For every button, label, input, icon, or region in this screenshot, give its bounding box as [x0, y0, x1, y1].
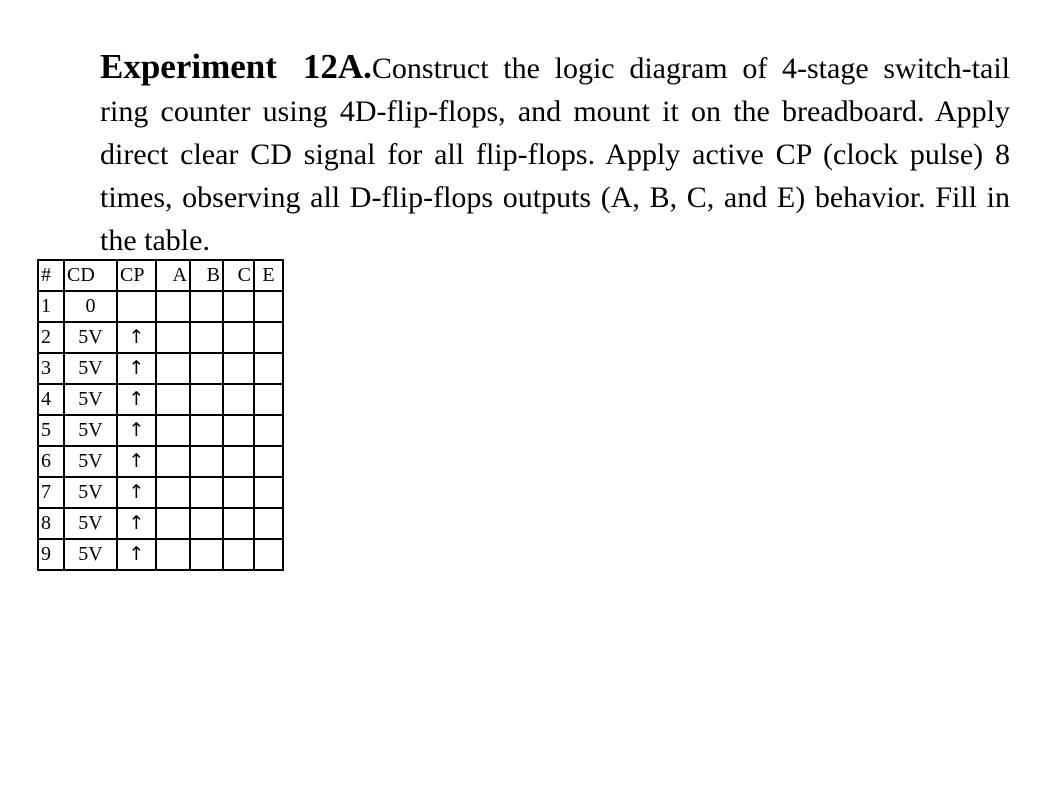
cp-cell: ↑	[117, 415, 156, 446]
b-cell[interactable]	[190, 508, 223, 539]
cd-cell: 5V	[64, 539, 117, 570]
cp-cell: ↑	[117, 446, 156, 477]
b-cell[interactable]	[190, 446, 223, 477]
e-cell[interactable]	[254, 508, 283, 539]
e-cell[interactable]	[254, 322, 283, 353]
e-cell[interactable]	[254, 384, 283, 415]
e-cell[interactable]	[254, 539, 283, 570]
experiment-title: Experiment 12A.	[100, 47, 372, 86]
b-cell[interactable]	[190, 477, 223, 508]
header-number: #	[38, 260, 64, 291]
row-number: 7	[38, 477, 64, 508]
cd-cell: 5V	[64, 415, 117, 446]
header-e: E	[254, 260, 283, 291]
c-cell[interactable]	[223, 477, 254, 508]
c-cell[interactable]	[223, 322, 254, 353]
header-b: B	[190, 260, 223, 291]
row-number: 8	[38, 508, 64, 539]
row-number: 3	[38, 353, 64, 384]
experiment-instruction	[100, 45, 1010, 262]
c-cell[interactable]	[223, 291, 254, 322]
table-row	[38, 446, 283, 477]
header-c: C	[223, 260, 254, 291]
table-header-row	[38, 260, 283, 291]
a-cell[interactable]	[156, 353, 190, 384]
b-cell[interactable]	[190, 384, 223, 415]
cp-cell	[117, 291, 156, 322]
cp-cell: ↑	[117, 508, 156, 539]
table-row	[38, 477, 283, 508]
c-cell[interactable]	[223, 508, 254, 539]
header-cp: CP	[117, 260, 156, 291]
table-row	[38, 322, 283, 353]
e-cell[interactable]	[254, 415, 283, 446]
cd-cell: 5V	[64, 508, 117, 539]
row-number: 6	[38, 446, 64, 477]
row-number: 2	[38, 322, 64, 353]
b-cell[interactable]	[190, 322, 223, 353]
e-cell[interactable]	[254, 291, 283, 322]
c-cell[interactable]	[223, 353, 254, 384]
cd-cell: 5V	[64, 353, 117, 384]
table-row	[38, 384, 283, 415]
cd-cell: 5V	[64, 322, 117, 353]
experiment-body: Construct the logic diagram of 4-stage switch-tail ring counter using 4D-flip-flops, and mount it on the breadboard. Apply direct clear CD signal for all flip-flops. Apply active CP (clock pulse) 8 times, observing all D-flip-flops outputs (A, B, C, and E) behavior. Fill in the table.	[100, 52, 1010, 257]
table-row	[38, 353, 283, 384]
cd-cell: 5V	[64, 384, 117, 415]
header-cd: CD	[64, 260, 117, 291]
row-number: 9	[38, 539, 64, 570]
b-cell[interactable]	[190, 539, 223, 570]
a-cell[interactable]	[156, 415, 190, 446]
c-cell[interactable]	[223, 539, 254, 570]
e-cell[interactable]	[254, 353, 283, 384]
a-cell[interactable]	[156, 539, 190, 570]
e-cell[interactable]	[254, 477, 283, 508]
cd-cell: 0	[64, 291, 117, 322]
row-number: 1	[38, 291, 64, 322]
table-row	[38, 508, 283, 539]
cp-cell: ↑	[117, 384, 156, 415]
cd-cell: 5V	[64, 477, 117, 508]
table-row	[38, 291, 283, 322]
cp-cell: ↑	[117, 477, 156, 508]
a-cell[interactable]	[156, 446, 190, 477]
a-cell[interactable]	[156, 322, 190, 353]
a-cell[interactable]	[156, 384, 190, 415]
table-row	[38, 415, 283, 446]
row-number: 4	[38, 384, 64, 415]
row-number: 5	[38, 415, 64, 446]
cd-cell: 5V	[64, 446, 117, 477]
b-cell[interactable]	[190, 415, 223, 446]
header-a: A	[156, 260, 190, 291]
c-cell[interactable]	[223, 384, 254, 415]
e-cell[interactable]	[254, 446, 283, 477]
a-cell[interactable]	[156, 508, 190, 539]
b-cell[interactable]	[190, 291, 223, 322]
table-row	[38, 539, 283, 570]
state-table	[37, 259, 284, 571]
cp-cell: ↑	[117, 539, 156, 570]
b-cell[interactable]	[190, 353, 223, 384]
a-cell[interactable]	[156, 477, 190, 508]
cp-cell: ↑	[117, 322, 156, 353]
cp-cell: ↑	[117, 353, 156, 384]
c-cell[interactable]	[223, 415, 254, 446]
c-cell[interactable]	[223, 446, 254, 477]
a-cell[interactable]	[156, 291, 190, 322]
